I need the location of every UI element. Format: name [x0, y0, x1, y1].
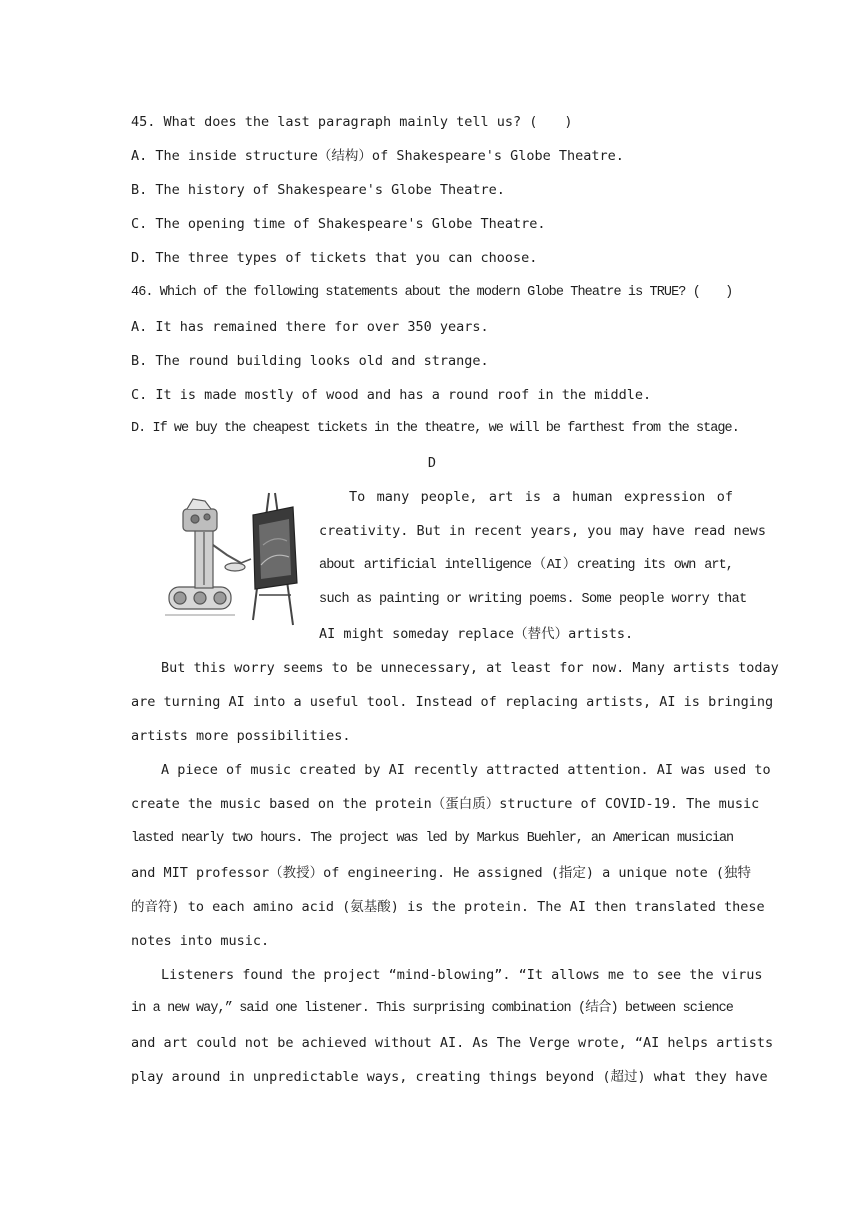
question-45-option-a: A. The inside structure（结构）of Shakespeare's Globe Theatre. [131, 148, 624, 164]
paragraph-4-line: in a new way,” said one listener. This surprising combination (结合) between science [131, 1001, 733, 1016]
paragraph-3-line: 的音符) to each amino acid (氨基酸) is the protein. The AI then translated these [131, 899, 765, 915]
paragraph-3-line: notes into music. [131, 933, 270, 949]
paragraph-4-line: and art could not be achieved without AI. As The Verge wrote, “AI helps artists [131, 1035, 774, 1051]
question-45-option-c: C. The opening time of Shakespeare's Globe Theatre. [131, 216, 546, 232]
paragraph-4-line: play around in unpredictable ways, creating things beyond (超过) what they have [131, 1069, 768, 1085]
question-45-option-b: B. The history of Shakespeare's Globe Theatre. [131, 182, 505, 198]
paragraph-3-line: create the music based on the protein（蛋白质）structure of COVID-19. The music [131, 796, 760, 812]
paragraph-2-line: are turning AI into a useful tool. Instead of replacing artists, AI is bringing [131, 694, 774, 710]
question-45-stem: 45. What does the last paragraph mainly tell us? ( ) [131, 114, 573, 130]
paragraph-4-line: Listeners found the project “mind-blowing”. “It allows me to see the virus [161, 967, 763, 983]
question-46-option-c: C. It is made mostly of wood and has a round roof in the middle. [131, 387, 652, 403]
question-46-option-b: B. The round building looks old and strange. [131, 353, 489, 369]
question-46-option-d: D. If we buy the cheapest tickets in the theatre, we will be farthest from the stage. [131, 421, 739, 436]
paragraph-3-line: and MIT professor（教授）of engineering. He assigned (指定) a unique note (独特 [131, 865, 752, 881]
question-45-option-d: D. The three types of tickets that you can choose. [131, 250, 538, 266]
paragraph-2-line: But this worry seems to be unnecessary, at least for now. Many artists today [161, 660, 779, 676]
paragraph-1-line: such as painting or writing poems. Some people worry that [319, 592, 747, 607]
paragraph-3-line: A piece of music created by AI recently attracted attention. AI was used to [161, 762, 771, 778]
section-label: D [427, 455, 437, 471]
paragraph-1-line: AI might someday replace（替代）artists. [319, 626, 634, 642]
paragraph-1-line: To many people, art is a human expression of [349, 489, 733, 505]
paragraph-2-line: artists more possibilities. [131, 728, 351, 744]
question-46-option-a: A. It has remained there for over 350 years. [131, 319, 489, 335]
paragraph-3-line: lasted nearly two hours. The project was led by Markus Buehler, an American musician [131, 831, 733, 846]
robot-painting-easel-illustration [165, 485, 310, 630]
paragraph-1-line: creativity. But in recent years, you may have read news [319, 523, 767, 539]
paragraph-1-line: about artificial intelligence（AI）creating its own art, [319, 558, 733, 573]
question-46-stem: 46. Which of the following statements about the modern Globe Theatre is TRUE? ( ) [131, 285, 733, 300]
